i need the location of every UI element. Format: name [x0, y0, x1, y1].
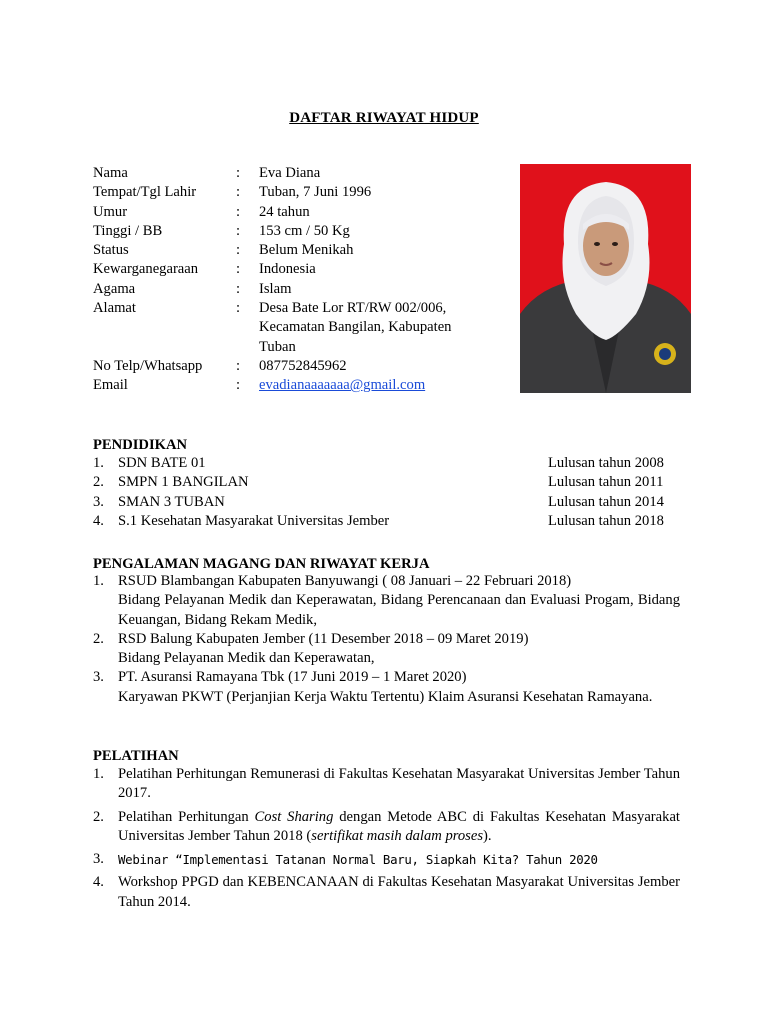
school-name: SMAN 3 TUBAN: [118, 493, 225, 510]
biodata-colon: :: [236, 165, 241, 181]
list-number: 2.: [93, 474, 104, 491]
school-name: SMPN 1 BANGILAN: [118, 474, 249, 491]
biodata-label: Tempat/Tgl Lahir: [93, 184, 197, 201]
training-text-italic: sertifikat masih dalam proses: [311, 827, 484, 844]
list-item: [93, 765, 680, 804]
biodata-label: No Telp/Whatsapp: [93, 357, 203, 374]
list-number: 3.: [93, 493, 104, 510]
biodata-colon: :: [236, 357, 241, 374]
experience-detail: Bidang Pelayanan Medik dan Keperawatan,: [118, 650, 375, 667]
training-text: Workshop PPGD dan KEBENCANAAN di Fakultas Kesehatan Masyarakat Universitas Jember Tahun 2014.: [118, 874, 680, 910]
biodata-value: Indonesia: [259, 261, 316, 278]
biodata-label: Nama: [93, 165, 128, 181]
list-item: [93, 572, 680, 630]
list-number: 1.: [93, 766, 104, 782]
biodata-colon: :: [236, 242, 241, 259]
list-item: [93, 808, 680, 847]
training-text: Pelatihan Perhitungan Remunerasi di Fakultas Kesehatan Masyarakat Universitas Jember Tahun 2017.: [118, 766, 680, 802]
biodata-value: Belum Menikah: [259, 242, 354, 259]
training-text: [118, 808, 680, 847]
training-text: Webinar “Implementasi Tatanan Normal Baru, Siapkah Kita? Tahun 2020: [118, 852, 598, 868]
list-item: [93, 668, 680, 707]
education-heading: PENDIDIKAN: [93, 437, 188, 453]
biodata-colon: :: [236, 203, 241, 220]
list-item: [93, 873, 680, 912]
school-name: S.1 Kesehatan Masyarakat Universitas Jember: [118, 512, 390, 529]
list-item: [93, 493, 671, 512]
email-link[interactable]: evadianaaaaaaa@gmail.com: [259, 377, 426, 394]
graduation-year: Lulusan tahun 2014: [548, 493, 664, 510]
experience-title: RSUD Blambangan Kabupaten Banyuwangi ( 08 Januari – 22 Februari 2018): [118, 573, 572, 589]
biodata-colon: :: [236, 184, 241, 201]
list-number: 3.: [93, 851, 104, 868]
biodata-label: Email: [93, 377, 128, 394]
biodata-colon: :: [236, 222, 241, 239]
biodata-colon: :: [236, 300, 241, 317]
biodata-value: 087752845962: [259, 357, 347, 374]
experience-title: PT. Asuransi Ramayana Tbk (17 Juni 2019 – 1 Maret 2020): [118, 669, 467, 686]
biodata-label: Agama: [93, 280, 136, 297]
graduation-year: Lulusan tahun 2008: [548, 455, 664, 471]
list-item: [93, 512, 671, 531]
page-title: DAFTAR RIWAYAT HIDUP: [289, 110, 479, 126]
biodata-value: 24 tahun: [259, 203, 310, 220]
experience-title: RSD Balung Kabupaten Jember (11 Desember 2018 – 09 Maret 2019): [118, 630, 529, 647]
experience-detail: Bidang Pelayanan Medik dan Keperawatan, Bidang Perencanaan dan Evaluasi Progam, Bidang Keuangan, Bidang Rekam Medik,: [118, 592, 680, 628]
list-item: [93, 630, 680, 669]
biodata-label: Tinggi / BB: [93, 222, 163, 239]
list-item: [93, 850, 680, 869]
biodata-colon: :: [236, 377, 241, 394]
list-number: 1.: [93, 455, 104, 471]
biodata-label: Kewarganegaraan: [93, 261, 199, 278]
biodata-value: Tuban, 7 Juni 1996: [259, 184, 372, 201]
biodata-value: Islam: [259, 280, 292, 297]
list-number: 4.: [93, 874, 104, 891]
school-name: SDN BATE 01: [118, 455, 206, 471]
biodata-value: Eva Diana: [259, 165, 321, 181]
training-text-part: dengan Metode ABC di Fakultas Kesehatan Masyarakat Universitas Jember Tahun 2018 (: [118, 808, 680, 844]
training-heading: PELATIHAN: [93, 748, 179, 764]
profile-photo-illustration: [520, 164, 691, 393]
list-item: [93, 473, 671, 492]
biodata-label: Status: [93, 242, 129, 259]
graduation-year: Lulusan tahun 2018: [548, 512, 664, 529]
biodata-colon: :: [236, 261, 241, 278]
list-number: 2.: [93, 630, 104, 647]
biodata-value: 153 cm / 50 Kg: [259, 222, 350, 239]
training-text-part: ).: [483, 827, 492, 844]
experience-heading: PENGALAMAN MAGANG DAN RIWAYAT KERJA: [93, 556, 430, 572]
training-text-part: Pelatihan Perhitungan: [118, 808, 255, 825]
experience-detail: Karyawan PKWT (Perjanjian Kerja Waktu Tertentu) Klaim Asuransi Kesehatan Ramayana.: [118, 688, 653, 705]
biodata-label: Alamat: [93, 300, 136, 317]
list-item: [93, 454, 671, 473]
training-text-italic: Cost Sharing: [254, 808, 334, 825]
graduation-year: Lulusan tahun 2011: [548, 474, 664, 491]
list-number: 3.: [93, 669, 104, 686]
biodata-label: Umur: [93, 203, 128, 220]
list-number: 1.: [93, 573, 104, 589]
training-list: [93, 765, 680, 912]
profile-photo: [520, 164, 691, 393]
biodata-colon: :: [236, 280, 241, 297]
list-number: 4.: [93, 512, 104, 529]
experience-list: [93, 572, 680, 707]
list-number: 2.: [93, 808, 104, 825]
biodata-value: Desa Bate Lor RT/RW 002/006, Kecamatan Bangilan, Kabupaten Tuban: [259, 300, 452, 355]
education-list: [93, 454, 671, 531]
